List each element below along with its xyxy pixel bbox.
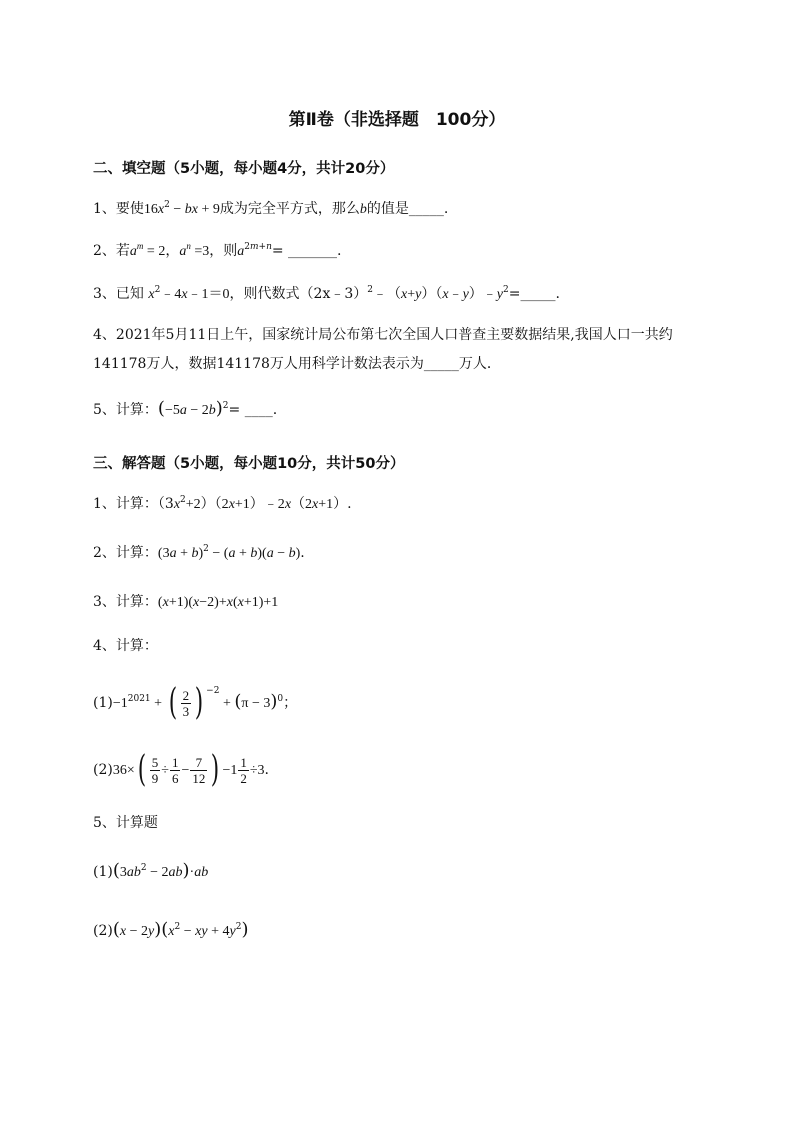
q-text: 1、计算：（3 <box>93 496 174 512</box>
q-text: =_____. <box>508 286 560 302</box>
fill-question-4-line2: 141178万人，数据141178万人用科学计数法表示为_____万人． <box>93 356 501 372</box>
fill-question-1: 1、要使$16x^2$ − bx + 9成为完全平方式，那么b的值是_____. <box>93 200 449 217</box>
q-text: 1、要使 <box>93 201 144 217</box>
q-text: ，则代数式（2x﹣3） <box>229 286 368 302</box>
section-header-fill-in: 二、填空题（5小题，每小题4分，共计20分） <box>93 161 395 177</box>
part-end: . <box>264 762 269 778</box>
solve-question-5-label: 5、计算题 <box>93 815 158 831</box>
fill-question-5: 5、计算：$(-5a - 2b)^2=$ ____. <box>93 398 278 419</box>
q-text: 3、已知 <box>93 286 144 302</box>
q-text: ， <box>165 243 180 259</box>
solve-question-4-part2: (2)36×( $\frac{5}{9}$ ÷ $\frac{1}{6}$ − $\frac{7}{12}$ ) −1 $\frac{1}{2}$ ÷3. <box>93 749 269 790</box>
solve-question-1: 1、计算：$(3x^2+2)(2x+1)﹣2x(2x+1)$. <box>93 495 352 512</box>
fill-question-3: 3、已知 $x^2﹣4x﹣1=0$，则代数式$(2x﹣3)^2﹣(x+y)(x﹣y)﹣y^2=\_\_\_\_\_$. <box>93 285 560 302</box>
part-label: (2) <box>93 762 113 778</box>
part-end: ； <box>283 695 298 711</box>
q-text: = ____. <box>228 402 278 418</box>
solve-question-4-label: 4、计算： <box>93 638 158 654</box>
q-text: 2、若 <box>93 243 130 259</box>
q-text: . <box>347 496 352 512</box>
exam-part-title: 第Ⅱ卷（非选择题 100分） <box>288 110 506 130</box>
solve-question-5-part2: $(2)(x - 2y)(x^2$ − xy + $4y^2$) <box>93 919 249 940</box>
q-text: 的值是_____. <box>366 201 449 217</box>
q-text: = _______. <box>271 243 342 259</box>
q-text: ，则 <box>209 243 238 259</box>
section-header-solve: 三、解答题（5小题，每小题10分，共计50分） <box>93 456 405 472</box>
solve-question-2: 2、计算：$(3a + b)^2 - (a + b)(a - b)$. <box>93 544 305 561</box>
fill-question-4-line1: 4、2021年5月11日上午，国家统计局公布第七次全国人口普查主要数据结果,我国人口一共约 <box>93 327 673 343</box>
part-label: (1) <box>93 864 113 880</box>
q-text: 2、计算： <box>93 545 158 561</box>
q-var: b <box>359 202 367 217</box>
part-label: (2) <box>93 923 113 939</box>
q-text: . <box>300 545 305 561</box>
fill-question-2: 2、若$a^m = 2$，$a^n =3$，则$a^{2m+n}=$ _______. <box>93 241 342 259</box>
q-text: 成为完全平方式，那么 <box>219 201 360 217</box>
part-label: (1) <box>93 695 113 711</box>
solve-question-4-part1: $(1)-1^{2021}$ + ( $\frac{2}{3}$ ) $^{-2} + (\pi - 3)^0$； <box>93 682 298 723</box>
q-text: 3、计算： <box>93 594 158 610</box>
solve-question-3: 3、计算：(x+1)(x−2)+x(x+1)+1 <box>93 594 279 610</box>
q-text: 5、计算： <box>93 402 158 418</box>
solve-question-5-part1: $(1)(3ab^2 - 2ab)\cdot ab$ <box>93 860 209 881</box>
